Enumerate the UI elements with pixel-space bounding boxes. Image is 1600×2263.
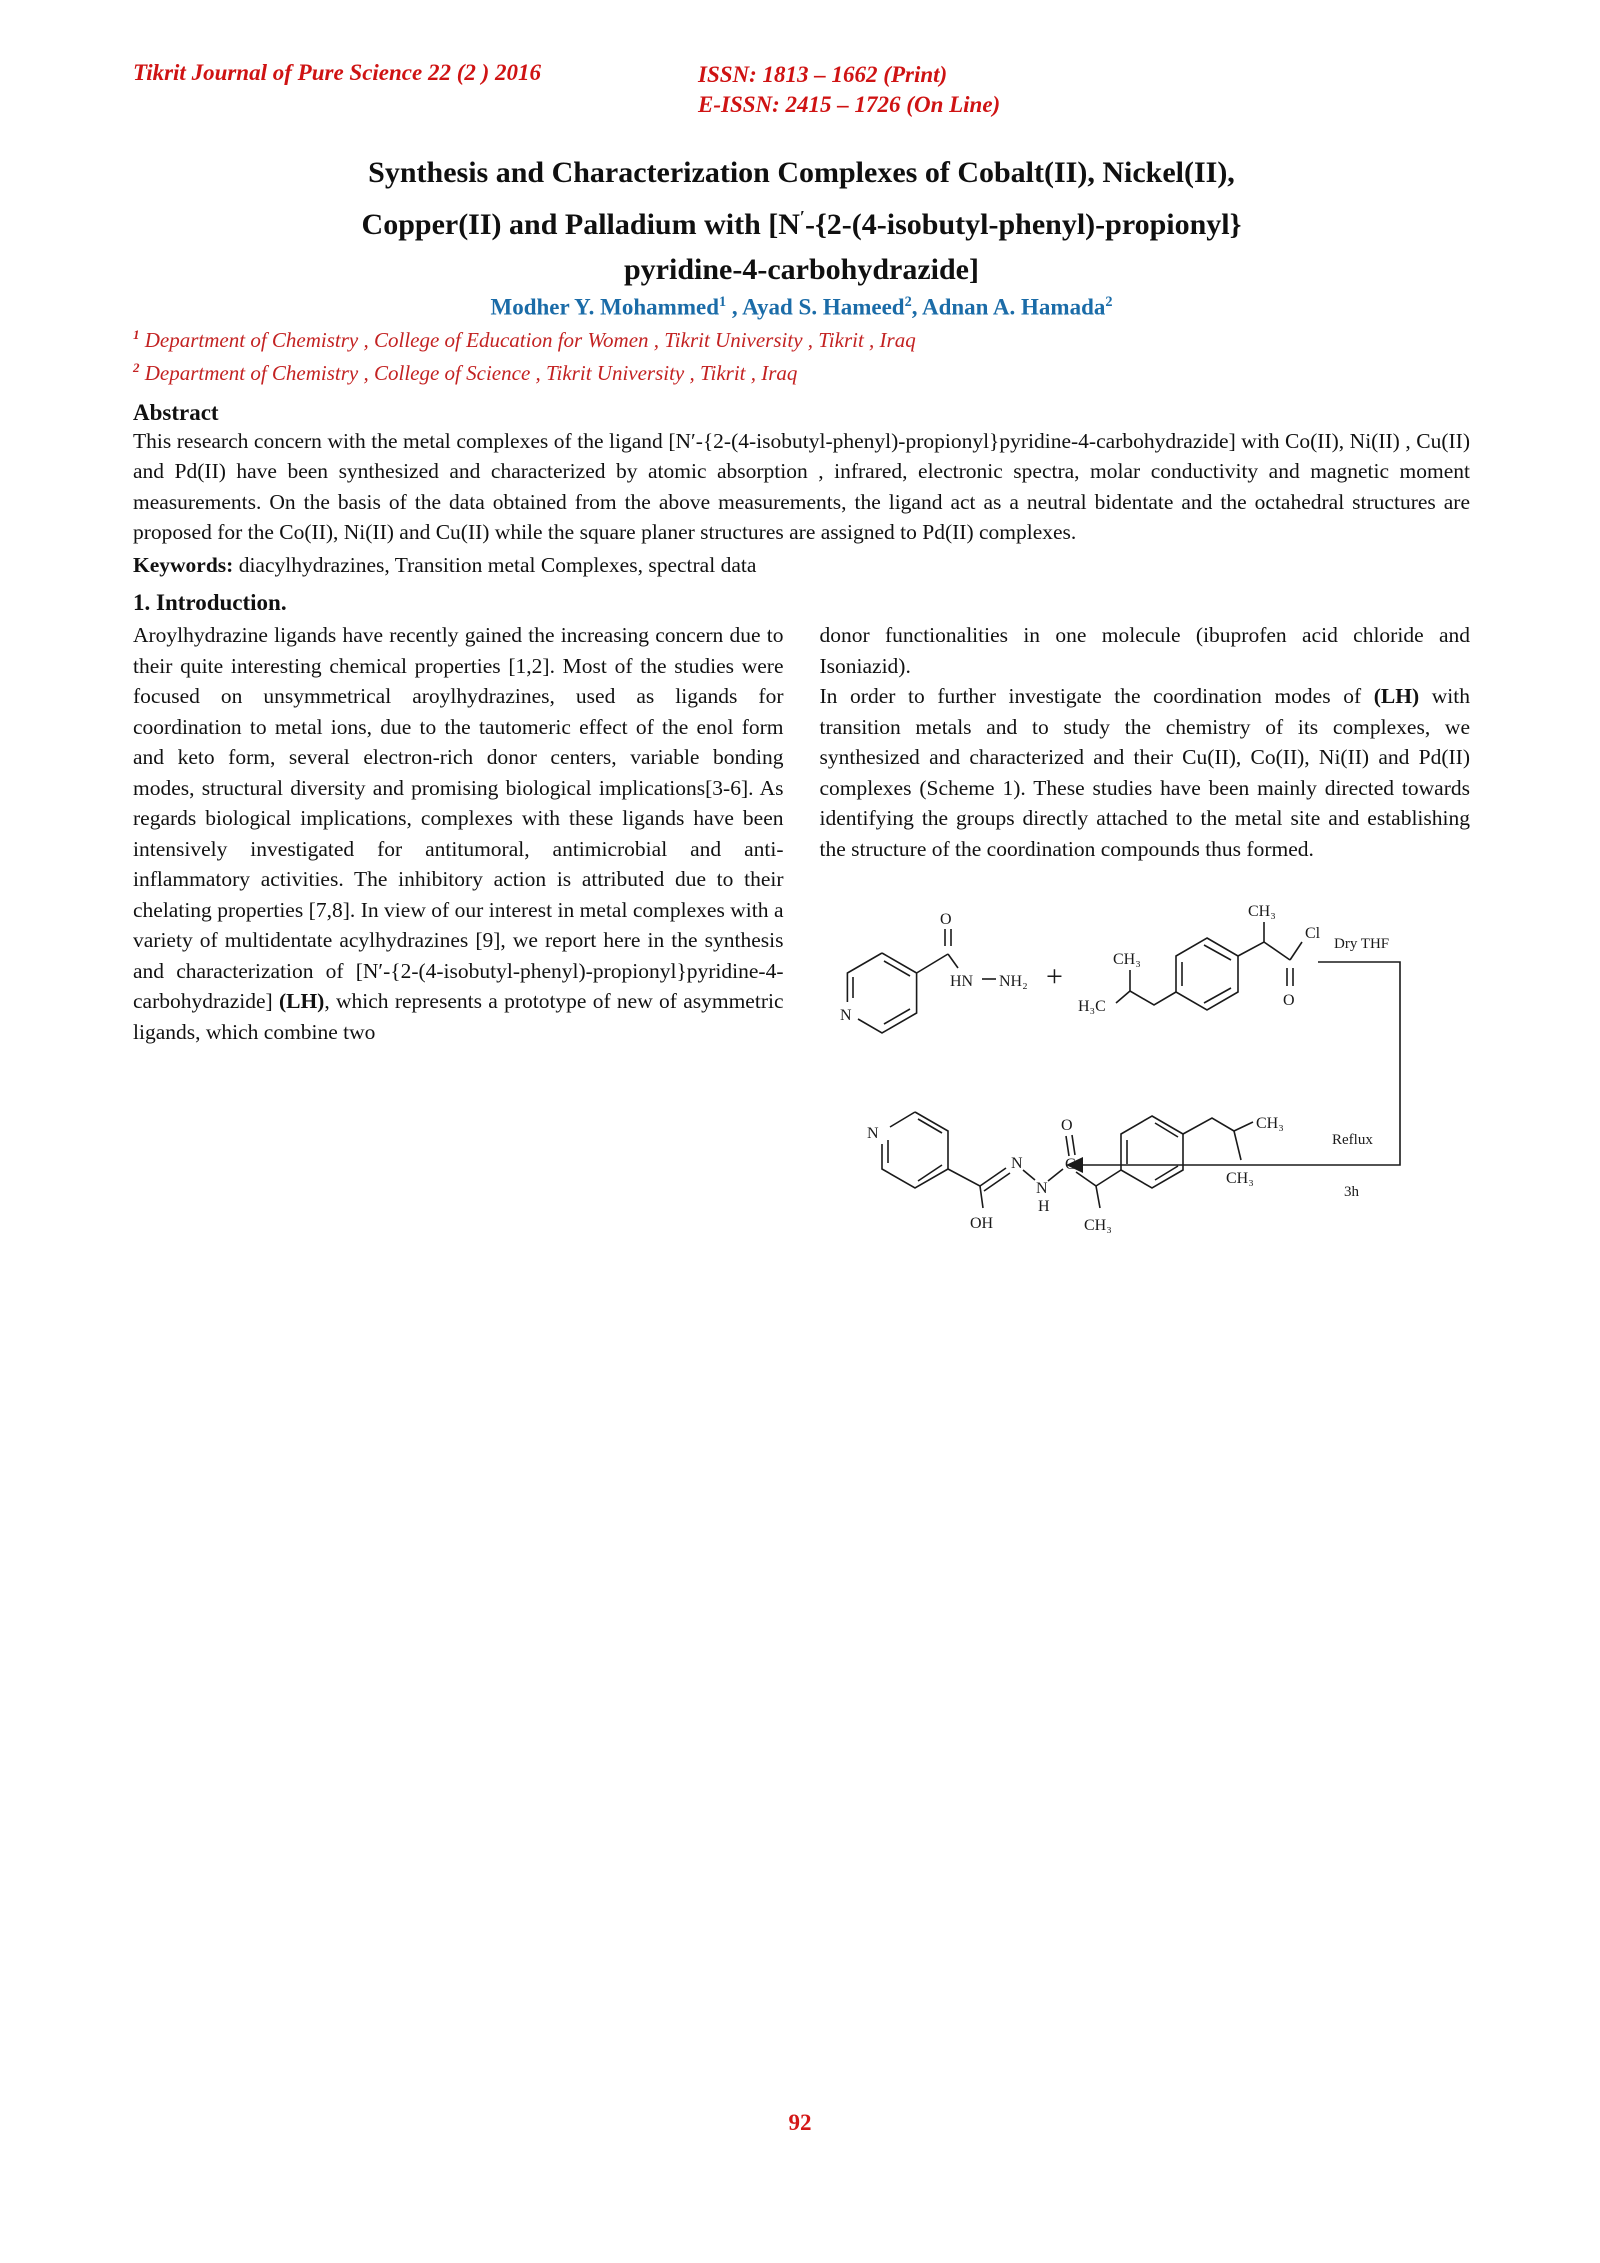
intro-left-paragraph — [133, 620, 784, 1047]
title-text-2a: Copper(II) and Palladium with [N — [361, 207, 800, 241]
title-prime-sup: ′ — [799, 206, 805, 227]
product-oh-label: OH — [969, 1215, 993, 1233]
title-text-2b: -{2-(4-isobutyl-phenyl)-propionyl} — [804, 207, 1242, 241]
product-iso-ch3-a-label: CH₃ — [1255, 1115, 1284, 1133]
intro-left-post: , which represents a prototype of new of asymmetric ligands, which combine two — [133, 989, 784, 1044]
hn-label: HN — [949, 973, 973, 991]
isoniazid-carbonyl-bonds — [916, 929, 995, 979]
pyridine-n-label: N — [839, 1007, 852, 1025]
lh-bold-2: (LH) — [1373, 684, 1420, 709]
author-3: Adnan A. Hamada — [921, 294, 1106, 320]
journal-title: Tikrit Journal of Pure Science 22 (2 ) 2016 — [133, 60, 542, 85]
product-amide-n-label: N — [1035, 1180, 1048, 1198]
product-c-label: C — [1064, 1156, 1076, 1174]
affiliation-2 — [133, 357, 1470, 390]
acid-chloride-bonds — [1116, 922, 1302, 1010]
page-header — [133, 60, 1470, 120]
isoniazid-ring-bonds — [847, 953, 916, 1033]
product-iso-ch3-b-label: CH₃ — [1225, 1170, 1254, 1188]
author-1: Modher Y. Mohammed — [490, 294, 719, 320]
title-text-3: pyridine-4-carbohydrazide] — [624, 252, 979, 286]
reflux-label: Reflux — [1331, 1132, 1373, 1149]
affiliation-1-text: Department of Chemistry , College of Education for Women , Tikrit University , Tikrit , Iraq — [139, 328, 916, 353]
affiliation-2-sup: 2 — [133, 359, 140, 375]
title-text-1: Synthesis and Characterization Complexes of Cobalt(II), Nickel(II), — [368, 155, 1235, 189]
affiliation-1-sup: 1 — [133, 327, 140, 343]
author-sep-1: , — [726, 294, 743, 320]
author-line — [133, 294, 1470, 321]
issn-online: E-ISSN: 2415 – 1726 (On Line) — [698, 91, 1001, 117]
product-amide-h-label: H — [1037, 1198, 1050, 1216]
article-title-line3 — [133, 247, 1470, 292]
article-title — [133, 150, 1470, 292]
scheme-1-figure — [820, 878, 1470, 1258]
solvent-label: Dry THF — [1333, 936, 1389, 953]
product-o-label: O — [1060, 1117, 1073, 1135]
intro-right-post: with transition metals and to study the chemistry of its complexes, we synthesized and characterized and their Cu(II), Co(II), Ni(II) and Pd(II) complexes (Scheme 1). These studies have been mainly directed towards identifying the groups directly attached to the metal site and establishing the structure of the coordination compounds thus formed. — [819, 684, 1470, 861]
article-title-line1 — [133, 150, 1470, 195]
affiliations — [133, 324, 1470, 389]
page-number: 92 — [788, 2110, 812, 2135]
product-imine-n-label: N — [1010, 1155, 1023, 1173]
lh-bold: (LH) — [278, 989, 325, 1014]
intro-right-paragraph-1: donor functionalities in one molecule (ibuprofen acid chloride and Isoniazid). — [819, 623, 1470, 678]
introduction-heading: 1. Introduction. — [133, 590, 287, 616]
intro-left-pre: Aroylhydrazine ligands have recently gained the increasing concern due to their quite interesting chemical properties [1,2]. Most of the studies were focused on unsymmetrical aroylhydrazines, used as ligands for coordination to metal ions, due to the tautomeric effect of the enol form and keto form, several electron-rich donor centers, variable bonding modes, structural diversity and promising biological implications[3-6]. As regards biological implications, complexes with these ligands have been intensively investigated for antitumoral, antimicrobial and anti-inflammatory activities. The inhibitory action is attributed due to their chelating properties [7,8]. In view of our interest in metal complexes with a variety of multidentate acylhydrazines [9], we report here in the synthesis and characterization of [N′-{2-(4-isobutyl-phenyl)-propionyl}pyridine-4-carbohydrazide] — [133, 623, 784, 1014]
author-1-affil-sup: 1 — [719, 293, 727, 310]
author-sep-2: , — [911, 294, 922, 320]
issn-print: ISSN: 1813 – 1662 (Print) — [698, 62, 948, 87]
acyl-o-label: O — [1282, 992, 1295, 1010]
affiliation-2-text: Department of Chemistry , College of Science , Tikrit University , Tikrit , Iraq — [139, 360, 798, 385]
alpha-ch3-label: CH₃ — [1247, 903, 1276, 921]
affiliation-1 — [133, 324, 1470, 357]
author-2: Ayad S. Hameed — [742, 294, 905, 320]
left-column — [133, 620, 784, 1263]
keywords-label: Keywords: — [133, 552, 234, 577]
keywords-text: diacylhydrazines, Transition metal Complexes, spectral data — [233, 552, 757, 577]
isobutyl-ch3-label: CH₃ — [1112, 951, 1141, 969]
intro-right-paragraph-2 — [820, 681, 1471, 864]
right-column — [820, 620, 1471, 1263]
carbonyl-o-label: O — [939, 911, 952, 929]
product-alpha-ch3-label: CH₃ — [1083, 1217, 1112, 1235]
article-title-line2 — [133, 195, 1470, 247]
intro-right-pre: In order to further investigate the coordination modes of — [819, 684, 1374, 709]
abstract-heading: Abstract — [133, 399, 219, 425]
keywords-line — [133, 550, 1470, 581]
nh2-label: NH₂ — [998, 973, 1028, 991]
cl-label: Cl — [1304, 925, 1320, 943]
product-pyridine-n-label: N — [866, 1125, 879, 1143]
two-column-body — [133, 620, 1470, 1263]
time-label: 3h — [1343, 1184, 1359, 1201]
author-2-affil-sup: 2 — [904, 293, 912, 310]
author-3-affil-sup: 2 — [1105, 293, 1113, 310]
h3c-label: H₃C — [1077, 998, 1106, 1016]
plus-sign: + — [1045, 960, 1063, 994]
abstract-body: This research concern with the metal complexes of the ligand [N′-{2-(4-isobutyl-phenyl)-propionyl}pyridine-4-carbohydrazide] with Co(II), Ni(II) , Cu(II) and Pd(II) have been synthesized and characterized by atomic absorption , infrared, electronic spectra, molar conductivity and magnetic moment measurements. On the basis of the data obtained from the above measurements, the ligand act as a neutral bidentate and the octahedral structures are proposed for the Co(II), Ni(II) and Cu(II) while the square planer structures are assigned to Pd(II) complexes. — [133, 428, 1470, 545]
